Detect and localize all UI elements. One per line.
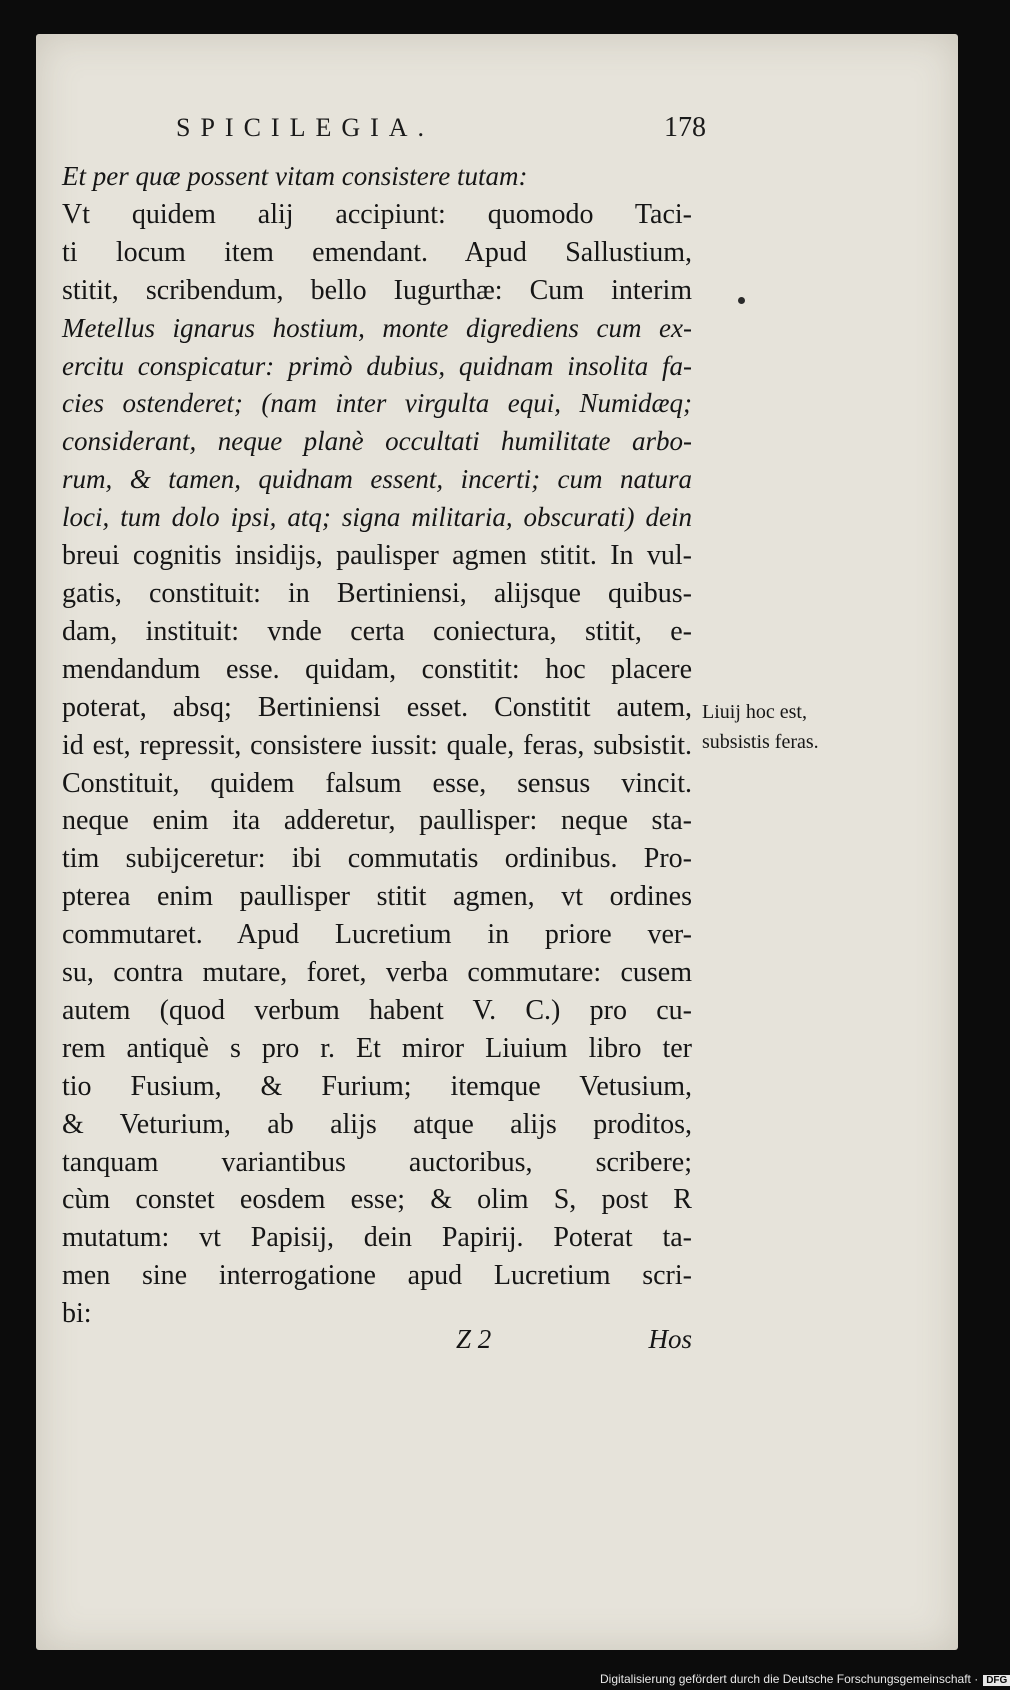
dfg-logo-icon: DFG — [983, 1675, 1010, 1686]
text-line: poterat, absq; Bertiniensi esset. Constitit autem, — [62, 691, 692, 723]
running-title: SPICILEGIA. — [176, 113, 435, 142]
credit-text: Digitalisierung gefördert durch die Deutsche Forschungsgemeinschaft · — [600, 1672, 979, 1686]
text-line: rum, & tamen, quidnam essent, incerti; cum natura — [62, 464, 692, 495]
signature-mark: Z 2 — [456, 1324, 492, 1354]
page-number: 178 — [664, 112, 706, 143]
text-line: breui cognitis insidijs, paulisper agmen stitit. In vul- — [62, 540, 692, 572]
margin-note — [702, 697, 862, 757]
text-line: cùm constet eosdem esse; & olim S, post R — [62, 1184, 692, 1216]
text-line: dam, instituit: vnde certa coniectura, stitit, e- — [62, 615, 692, 647]
text-line: & Veturium, ab alijs atque alijs proditos, — [62, 1108, 692, 1140]
text-line: Metellus ignarus hostium, monte digrediens cum ex- — [62, 312, 692, 343]
text-line: cies ostenderet; (nam inter virgulta equi, Numidæq; — [62, 388, 692, 419]
text-line: tanquam variantibus auctoribus, scribere; — [62, 1146, 692, 1178]
margin-note-line: subsistis feras. — [702, 731, 819, 753]
catchword: Hos — [648, 1324, 692, 1354]
text-line: Constituit, quidem falsum esse, sensus vincit. — [62, 767, 692, 799]
page-footer — [456, 1324, 692, 1364]
text-line: men sine interrogatione apud Lucretium scri- — [62, 1260, 692, 1292]
margin-dot-mark — [738, 297, 745, 304]
text-line: ercitu conspicatur: primò dubius, quidnam insolita fa- — [62, 350, 692, 381]
text-line: id est, repressit, consistere iussit: quale, feras, subsistit. — [62, 729, 692, 761]
text-line: tio Fusium, & Furium; itemque Vetusium, — [62, 1070, 692, 1102]
digitization-credit — [600, 1672, 1010, 1686]
text-line: Et per quæ possent vitam consistere tutam: — [62, 161, 528, 191]
text-line: considerant, neque planè occultati humilitate arbo- — [62, 426, 692, 457]
text-line: pterea enim paullisper stitit agmen, vt ordines — [62, 881, 692, 913]
text-line: stitit, scribendum, bello Iugurthæ: Cum interim — [62, 274, 692, 306]
text-line: bi: — [62, 1298, 92, 1330]
text-line: neque enim ita adderetur, paullisper: neque sta- — [62, 805, 692, 837]
margin-note-line: Liuij hoc est, — [702, 701, 807, 723]
text-line: mendandum esse. quidam, constitit: hoc placere — [62, 653, 692, 685]
body-text — [62, 158, 692, 1333]
text-line: commutaret. Apud Lucretium in priore ver- — [62, 919, 692, 951]
text-line: gatis, constituit: in Bertiniensi, alijsque quibus- — [62, 577, 692, 609]
text-line: su, contra mutare, foret, verba commutare: cusem — [62, 957, 692, 989]
text-line: ti locum item emendant. Apud Sallustium, — [62, 236, 692, 268]
text-line: mutatum: vt Papisij, dein Papirij. Poterat ta- — [62, 1222, 692, 1254]
text-line: tim subijceretur: ibi commutatis ordinibus. Pro- — [62, 843, 692, 875]
text-line: Vt quidem alij accipiunt: quomodo Taci- — [62, 198, 692, 230]
text-line: autem (quod verbum habent V. C.) pro cu- — [62, 994, 692, 1026]
running-head — [176, 112, 706, 152]
text-line: rem antiquè s pro r. Et miror Liuium libro ter — [62, 1032, 692, 1064]
text-line: loci, tum dolo ipsi, atq; signa militaria, obscurati) dein — [62, 502, 692, 533]
